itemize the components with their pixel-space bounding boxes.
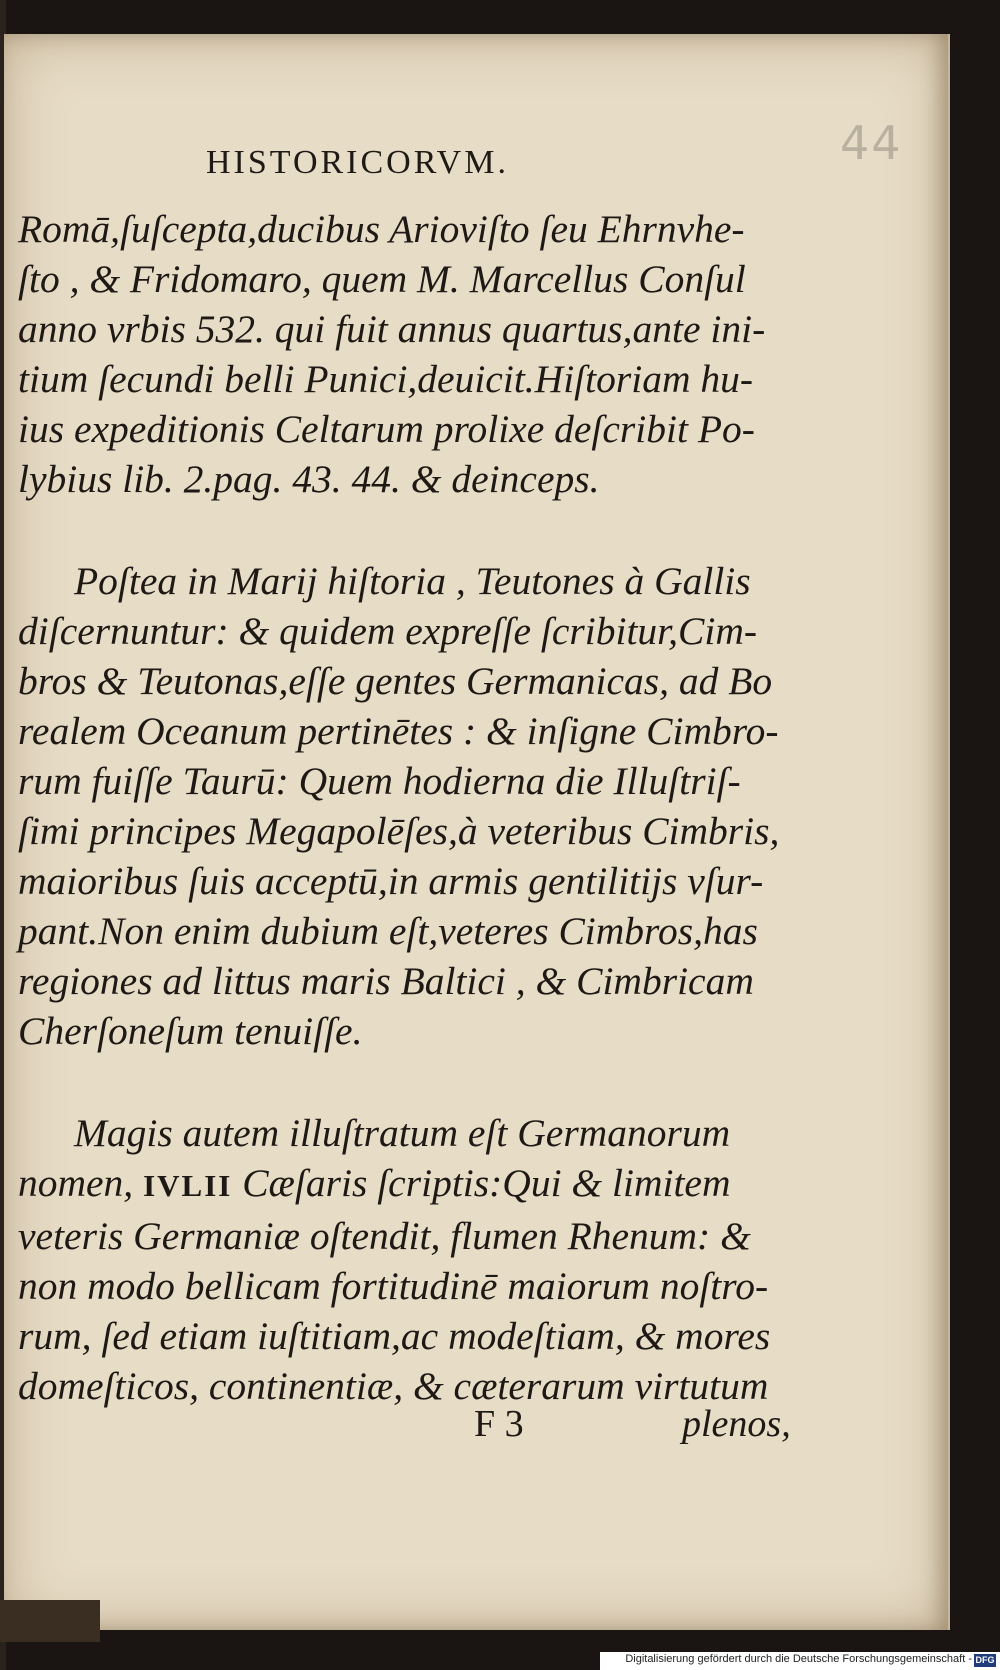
text-line: Cherſoneſum tenuiſſe. bbox=[18, 1009, 363, 1053]
signature-mark: F 3 bbox=[474, 1403, 524, 1445]
text-line bbox=[18, 1158, 778, 1211]
text-line: anno vrbis 532. qui fuit annus quartus,ante ini- bbox=[18, 307, 766, 351]
paragraph-gap bbox=[18, 504, 778, 556]
text-line: Romā,ſuſcepta,ducibus Arioviſto ſeu Ehrnvhe- bbox=[18, 207, 745, 251]
text-line: non modo bellicam fortitudinē maiorum noſtro- bbox=[18, 1264, 769, 1308]
folio-number: 44 bbox=[840, 116, 903, 170]
text-line: ſimi principes Megapolēſes,à veteribus Cimbris, bbox=[18, 809, 780, 853]
text-line: Magis autem illuſtratum eſt Germanorum bbox=[74, 1111, 731, 1155]
binding-corner bbox=[0, 1600, 100, 1642]
text-line: domeſticos, continentiæ, & cæterarum virtutum bbox=[18, 1364, 769, 1408]
text-line: rum fuiſſe Taurū: Quem hodierna die Illuſtriſ- bbox=[18, 759, 741, 803]
text-line: lybius lib. 2.pag. 43. 44. & deinceps. bbox=[18, 457, 600, 501]
name-caps: IVLII bbox=[143, 1168, 233, 1203]
text-line: diſcernuntur: & quidem expreſſe ſcribitur,Cim- bbox=[18, 609, 758, 653]
text-line: realem Oceanum pertinētes : & inſigne Cimbro- bbox=[18, 709, 779, 753]
text-line: pant.Non enim dubium eſt,veteres Cimbros,has bbox=[18, 909, 758, 953]
text-fragment: Cæſaris ſcriptis:Qui & limitem bbox=[242, 1161, 731, 1205]
paragraph-gap bbox=[18, 1056, 778, 1108]
text-line: rum, ſed etiam iuſtitiam,ac modeſtiam, & mores bbox=[18, 1314, 771, 1358]
body-text bbox=[18, 204, 778, 1411]
running-head: HISTORICORVM. bbox=[206, 144, 509, 181]
book-page bbox=[4, 34, 950, 1630]
text-line: maioribus ſuis acceptū,in armis gentilitijs vſur- bbox=[18, 859, 764, 903]
footer-credit: Digitalisierung gefördert durch die Deutsche Forschungsgemeinschaft - bbox=[625, 1653, 972, 1665]
text-line: Poſtea in Marij hiſtoria , Teutones à Gallis bbox=[74, 559, 751, 603]
text-line: ius expeditionis Celtarum prolixe deſcribit Po- bbox=[18, 407, 755, 451]
catchword: plenos, bbox=[682, 1403, 791, 1445]
text-line: bros & Teutonas,eſſe gentes Germanicas, ad Bo bbox=[18, 659, 773, 703]
text-line: tium ſecundi belli Punici,deuicit.Hiſtoriam hu- bbox=[18, 357, 754, 401]
dfg-logo: DFG bbox=[975, 1655, 995, 1665]
text-line: regiones ad littus maris Baltici , & Cimbricam bbox=[18, 959, 754, 1003]
text-line: ſto , & Fridomaro, quem M. Marcellus Conſul bbox=[18, 257, 746, 301]
text-fragment: nomen, bbox=[18, 1161, 134, 1205]
text-line: veteris Germaniæ oſtendit, flumen Rhenum: & bbox=[18, 1214, 751, 1258]
